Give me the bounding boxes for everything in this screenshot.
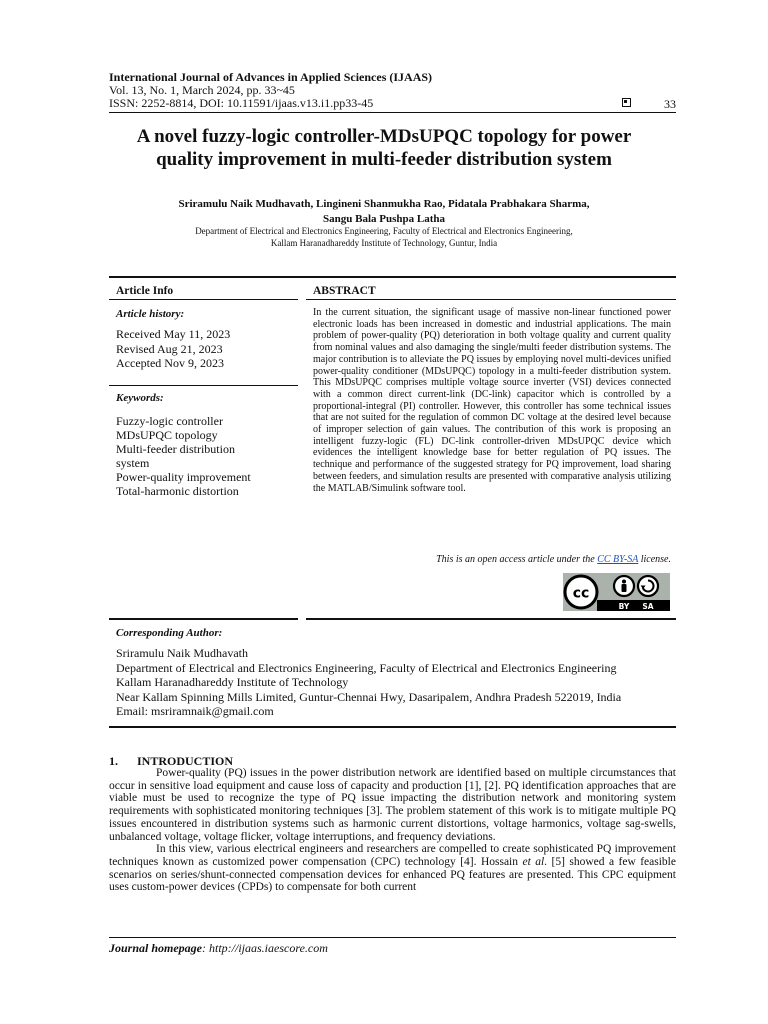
author-list — [100, 197, 668, 227]
footer-rule — [109, 937, 676, 938]
keywords-rule — [109, 385, 298, 386]
corresponding-institute: Kallam Haranadhareddy Institute of Technology — [116, 675, 349, 690]
oa-prefix: This is an open access article under the — [436, 554, 598, 565]
square-bullet-icon — [622, 98, 631, 107]
corresponding-bottom-rule — [109, 726, 676, 728]
keyword-item: Total-harmonic distortion — [116, 484, 239, 498]
intro-p2-etal: et al — [522, 855, 545, 868]
cc-by-sa-link[interactable]: CC BY-SA — [597, 554, 639, 565]
keyword-item: Multi-feeder distribution system — [116, 442, 235, 470]
abstract-heading: ABSTRACT — [313, 285, 376, 297]
info-box-bottom-rule-left — [109, 618, 298, 620]
corresponding-address: Near Kallam Spinning Mills Limited, Guntur-Chennai Hwy, Dasaripalem, Andhra Pradesh 522019, India — [116, 689, 622, 704]
info-box-top-rule — [109, 276, 676, 278]
keyword-item: MDsUPQC topology — [116, 428, 218, 442]
article-info-heading: Article Info — [116, 285, 174, 297]
section-title: INTRODUCTION — [137, 754, 234, 768]
journal-volume: Vol. 13, No. 1, March 2024, pp. 33~45 — [109, 83, 295, 97]
intro-p2-part-a: In this view, various electrical engineers and researchers are compelled to create sophisticated PQ improvement techniques known as customized power compensation (CPC) technology [4]. Hossain — [109, 843, 676, 868]
keyword-item: Fuzzy-logic controller — [116, 414, 223, 428]
homepage-label: Journal homepage — [109, 941, 203, 955]
cc-by-sa-badge-icon — [563, 573, 670, 611]
oa-suffix: license. — [638, 554, 671, 565]
introduction-body — [109, 767, 676, 894]
cc-by-label: BY — [618, 602, 630, 611]
affiliation-line-2: Kallam Haranadhareddy Institute of Technology, Guntur, India — [270, 237, 498, 248]
intro-p2-part-b: . [5] showed a few feasible scenarios on series/shunt-connected compensation devices for enhanced PQ features are presented. This CPC equipment uses custom-power devices (CPDs) to compensate for both current — [109, 855, 676, 894]
badge-label-bar — [597, 600, 670, 611]
info-box-bottom-rule-right — [306, 618, 676, 620]
corresponding-dept: Department of Electrical and Electronics Engineering, Faculty of Electrical and Electronics Engineering — [116, 660, 617, 675]
title-line-1: A novel fuzzy-logic controller-MDsUPQC topology for power — [136, 126, 632, 147]
abstract-rule — [306, 299, 676, 300]
affiliation-line-1: Department of Electrical and Electronics Engineering, Faculty of Electrical and Electronics Engineering, — [195, 226, 573, 236]
corresponding-email: Email: msriramnaik@gmail.com — [116, 704, 274, 719]
article-history-heading: Article history: — [116, 308, 185, 320]
authors-line-2: Sangu Bala Pushpa Latha — [323, 213, 445, 225]
abstract-text: In the current situation, the significant usage of massive non-linear functioned power electronic loads has been increased in domestic and industrial applications. The main problem of power-quality (PQ) deterioration in both voltage quality and current quality from nominal values and also damaging the single/multi feeder distribution systems. The major contribution is to alleviate the PQ issues by employing novel multi-devices unified power-quality conditioner (MDsUPQC) topology in a multi-feeder distribution system. This MDsUPQC comprises multiple voltage source inverter (VSI) devices connected with a common direct current-link (DC-link) capacitor which is controlled by a proportional-integral (PI) controller. However, this controller has some technical issues that are not suited for the regulation of common DC voltage at the desired level because of improper selection of gain values. The contribution of this work is proposing an intelligent fuzzy-logic (FL) DC-link controller-driven MDsUPQC device which evidences the intelligent knowledge base for better regulation of PQ issues. The technique and performance of the suggested strategy for PQ improvement, load sharing between feeders, and simulation results are presented with comparative analysis utilizing the MATLAB/Simulink software tool. — [313, 307, 671, 494]
corresponding-name: Sriramulu Naik Mudhavath — [116, 646, 248, 660]
journal-homepage — [109, 941, 328, 956]
cc-sa-label: SA — [642, 602, 654, 611]
intro-paragraph-1: Power-quality (PQ) issues in the power distribution network are identified based on multiple circumstances that occur in sensitive load equipment and cause loss of capacity and production [1], [2]. PQ identification approaches that are viable must be used to recognize the type of PQ issue impacting the distribution network and monitoring system requirements with sophisticated monitoring techniques [3]. The problem statement of this work is to mitigate multiple PQ issues encountered in distribution systems such as harmonic current distortions, voltage harmonics, voltage sag-swells, unbalanced voltage, voltage flicker, voltage interruptions, and frequency deviations. — [109, 767, 676, 843]
authors-line-1: Sriramulu Naik Mudhavath, Lingineni Shanmukha Rao, Pidatala Prabhakara Sharma, — [178, 198, 590, 210]
intro-paragraph-2 — [109, 843, 676, 894]
keyword-list — [116, 414, 296, 498]
accepted-date: Accepted Nov 9, 2023 — [116, 356, 224, 370]
paper-title — [100, 125, 668, 171]
section-number: 1. — [109, 754, 118, 768]
received-date: Received May 11, 2023 — [116, 327, 231, 341]
homepage-url[interactable]: : http://ijaas.iaescore.com — [202, 941, 328, 955]
journal-issn-doi: ISSN: 2252-8814, DOI: 10.11591/ijaas.v13.i1.pp33-45 — [109, 96, 374, 110]
keyword-item: Power-quality improvement — [116, 470, 251, 484]
affiliation — [100, 226, 668, 249]
open-access-statement — [313, 554, 671, 565]
journal-name: International Journal of Advances in Applied Sciences (IJAAS) — [109, 70, 433, 84]
corresponding-author-heading: Corresponding Author: — [116, 627, 223, 639]
header-rule — [109, 112, 676, 113]
svg-text:cc: cc — [572, 585, 590, 602]
title-line-2: quality improvement in multi-feeder distribution system — [156, 149, 612, 170]
revised-date: Revised Aug 21, 2023 — [116, 342, 223, 356]
keywords-heading: Keywords: — [116, 392, 164, 404]
article-info-rule — [109, 299, 298, 300]
page-number: 33 — [664, 97, 676, 111]
corresponding-author-block — [116, 646, 676, 719]
